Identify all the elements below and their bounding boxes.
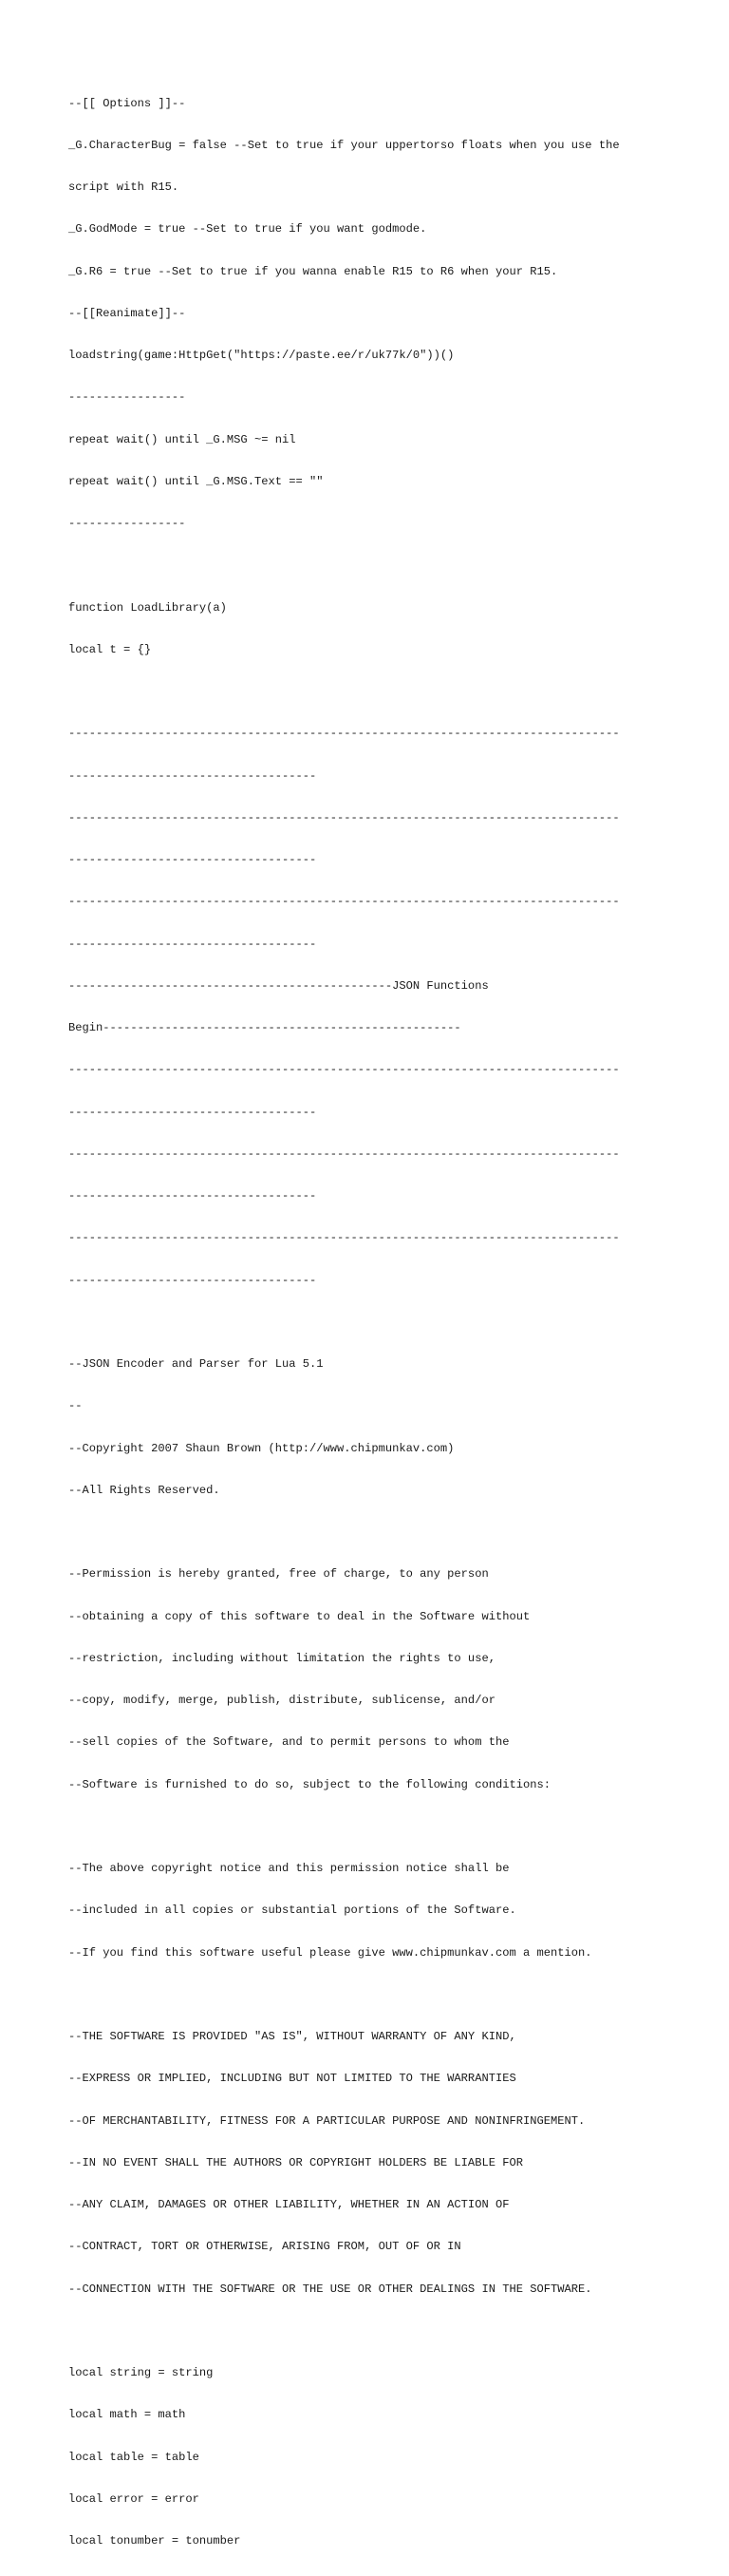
comment-line: --	[68, 1399, 83, 1413]
code-line: local t = {}	[68, 642, 152, 656]
code-line: -----------------	[68, 390, 186, 405]
blank-line	[68, 1988, 676, 2002]
separator-line: --------------------------------------------------------------------------------	[68, 1063, 620, 1077]
separator-line: ------------------------------------	[68, 1273, 317, 1287]
code-line: repeat wait() until _G.MSG.Text == ""	[68, 474, 324, 488]
comment-line: --If you find this software useful please give www.chipmunkav.com a mention.	[68, 1945, 592, 1960]
code-line: _G.GodMode = true --Set to true if you want godmode.	[68, 222, 427, 237]
code-line: function LoadLibrary(a)	[68, 600, 227, 615]
comment-line: --CONNECTION WITH THE SOFTWARE OR THE USE OR OTHER DEALINGS IN THE SOFTWARE.	[68, 2282, 592, 2296]
code-line: local string = string	[68, 2366, 214, 2379]
comment-line: --Permission is hereby granted, free of charge, to any person	[68, 1567, 489, 1582]
comment-line: --IN NO EVENT SHALL THE AUTHORS OR COPYRIGHT HOLDERS BE LIABLE FOR	[68, 2155, 523, 2169]
blank-line	[68, 1820, 676, 1834]
separator-line: ------------------------------------	[68, 1189, 317, 1203]
code-line: local error = error	[68, 2491, 199, 2506]
code-line: local math = math	[68, 2408, 186, 2422]
code-line: script with R15.	[68, 180, 179, 194]
code-line: _G.CharacterBug = false --Set to true if your uppertorso floats when you use the	[68, 138, 620, 152]
code-line: --[[ Options ]]--	[68, 96, 186, 110]
comment-line: --Copyright 2007 Shaun Brown (http://www.chipmunkav.com)	[68, 1441, 455, 1455]
comment-line: --The above copyright notice and this permission notice shall be	[68, 1862, 510, 1875]
comment-line: --obtaining a copy of this software to deal in the Software without	[68, 1609, 531, 1623]
comment-line: --ANY CLAIM, DAMAGES OR OTHER LIABILITY, WHETHER IN AN ACTION OF	[68, 2198, 510, 2211]
code-line: local table = table	[68, 2450, 199, 2464]
separator-line: --------------------------------------------------------------------------------	[68, 1146, 620, 1161]
separator-line: --------------------------------------------------------------------------------	[68, 1231, 620, 1245]
code-line: -----------------	[68, 517, 186, 530]
separator-line: ------------------------------------	[68, 937, 317, 951]
blank-line	[68, 1525, 676, 1540]
blank-line	[68, 1316, 676, 1330]
code-line: _G.R6 = true --Set to true if you wanna enable R15 to R6 when your R15.	[68, 264, 558, 278]
separator-line: --------------------------------------------------------------------------------	[68, 810, 620, 824]
comment-line: --THE SOFTWARE IS PROVIDED "AS IS", WITHOUT WARRANTY OF ANY KIND,	[68, 2030, 516, 2043]
comment-line: --All Rights Reserved.	[68, 1483, 220, 1497]
comment-line: --restriction, including without limitation the rights to use,	[68, 1651, 495, 1665]
code-listing	[68, 68, 676, 2576]
separator-line: --------------------------------------------------------------------------------	[68, 895, 620, 909]
comment-line: --JSON Encoder and Parser for Lua 5.1	[68, 1357, 324, 1371]
code-line: --[[Reanimate]]--	[68, 306, 186, 320]
section-header-line: -----------------------------------------------JSON Functions	[68, 978, 489, 993]
comment-line: --Software is furnished to do so, subject to the following conditions:	[68, 1777, 551, 1791]
separator-line: ------------------------------------	[68, 1105, 317, 1119]
section-header-line: Begin----------------------------------------------------	[68, 1021, 461, 1034]
comment-line: --copy, modify, merge, publish, distribute, sublicense, and/or	[68, 1694, 495, 1707]
comment-line: --EXPRESS OR IMPLIED, INCLUDING BUT NOT LIMITED TO THE WARRANTIES	[68, 2072, 516, 2086]
separator-line: ------------------------------------	[68, 853, 317, 866]
code-line: repeat wait() until _G.MSG ~= nil	[68, 432, 296, 446]
separator-line: --------------------------------------------------------------------------------	[68, 727, 620, 741]
code-line: local tonumber = tonumber	[68, 2534, 241, 2548]
comment-line: --sell copies of the Software, and to permit persons to whom the	[68, 1735, 510, 1750]
blank-line	[68, 685, 676, 699]
code-line: loadstring(game:HttpGet("https://paste.ee/r/uk77k/0"))()	[68, 349, 455, 362]
separator-line: ------------------------------------	[68, 768, 317, 783]
comment-line: --OF MERCHANTABILITY, FITNESS FOR A PARTICULAR PURPOSE AND NONINFRINGEMENT.	[68, 2113, 586, 2128]
blank-line	[68, 559, 676, 573]
blank-line	[68, 2324, 676, 2339]
comment-line: --included in all copies or substantial portions of the Software.	[68, 1904, 516, 1918]
comment-line: --CONTRACT, TORT OR OTHERWISE, ARISING FROM, OUT OF OR IN	[68, 2240, 461, 2254]
